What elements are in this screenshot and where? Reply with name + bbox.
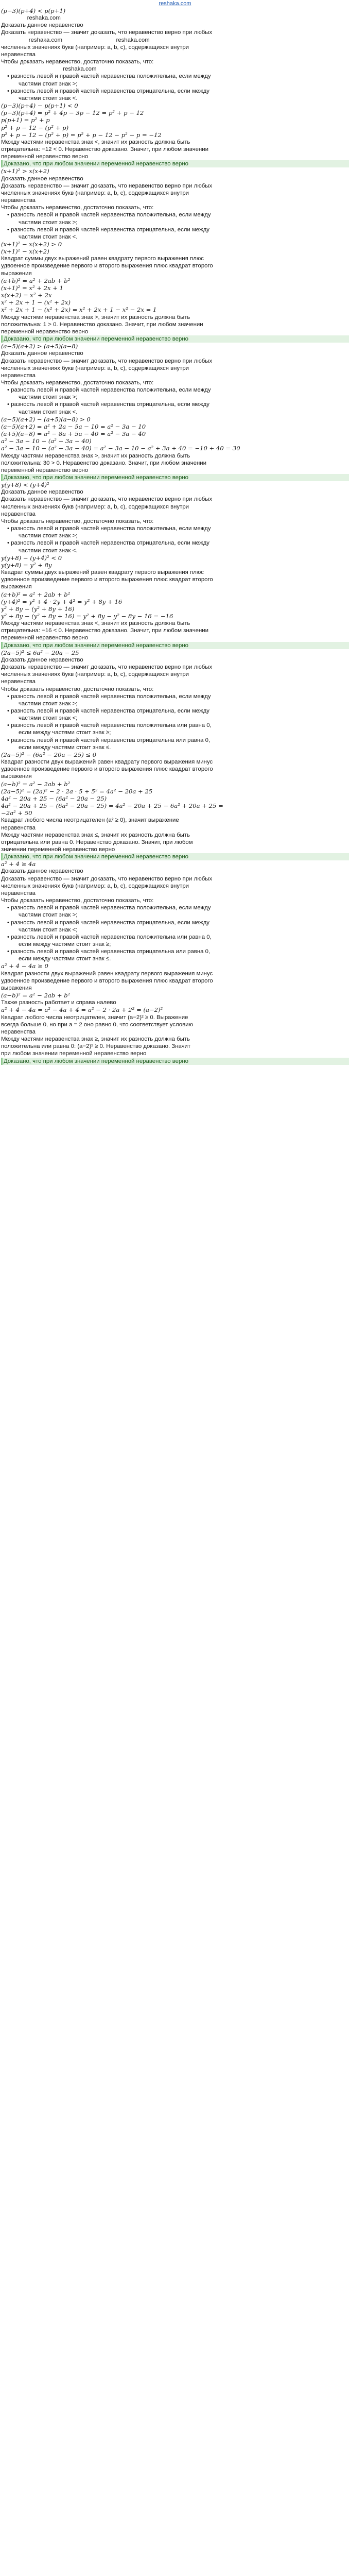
text-line: если между частями стоит знак ≤. <box>19 744 111 751</box>
text-line: Доказать данное неравенство <box>1 656 83 663</box>
text-line: если между частями стоит знак ≥; <box>19 730 111 736</box>
text-line: частями стоит знак >; <box>19 394 78 401</box>
math-line: (x+1)² = x² + 2x + 1 <box>1 284 64 292</box>
math-line: 4a² − 20a + 25 − (6a² − 20a − 25) = 4a² − 20a + 25 − 6a² + 20a + 25 = <box>1 802 223 810</box>
math-line: y² + 8y − (y² + 8y + 16) = y² + 8y − y² − 8y − 16 = −16 <box>1 612 173 620</box>
math-line: (p−3)(p+4) − p(p+1) < 0 <box>1 102 78 110</box>
text-line: неравенства <box>1 511 36 517</box>
math-line: (p−3)(p+4) < p(p+1) <box>1 7 66 14</box>
math-line: (a−5)(a+2) = a² + 2a − 5a − 10 = a² − 3a − 10 <box>1 422 146 430</box>
math-line: a² − 3a − 10 − (a² − 3a − 40) <box>1 437 92 445</box>
text-line: • разность левой и правой частей неравенства отрицательна или равна 0, <box>7 737 211 743</box>
text-line: переменной неравенство верно <box>1 328 89 335</box>
text-line: • разность левой и правой частей неравенства положительна, если между <box>7 73 211 80</box>
text-line: частями стоит знак <; <box>19 715 78 722</box>
proof-conclusion: Доказано, что при любом значении переменной неравенство верно <box>1 642 349 649</box>
text-line: частями стоит знак <. <box>19 409 78 415</box>
text-line: частями стоит знак >; <box>19 80 78 87</box>
math-line: (x+1)² > x(x+2) <box>1 167 49 175</box>
math-line: (x+1)² − x(x+2) > 0 <box>1 241 62 248</box>
text-line: неравенства <box>1 1028 36 1035</box>
math-line: y(y+8) < (y+4)² <box>1 481 49 489</box>
text-line: отрицательна: −16 < 0. Неравенство доказано. Значит, при любом значении <box>1 628 208 634</box>
text-line: Доказать неравенство — значит доказать, что неравенство верно при любых <box>1 875 213 882</box>
math-line: (y+4)² = y² + 4 · 2y + 4² = y² + 8y + 16 <box>1 598 122 605</box>
text-line: Чтобы доказать неравенство, достаточно показать, что: <box>1 686 154 692</box>
math-line: y(y+8) − (y+4)² < 0 <box>1 554 62 562</box>
math-line: a² + 4 − 4a = a² − 4a + 4 = a² − 2 · 2a + 2² = (a−2)² <box>1 1006 163 1014</box>
math-line: (a+5)(a−8) = a² − 8a + 5a − 40 = a² − 3a − 40 <box>1 430 146 438</box>
text-line: неравенства <box>1 824 36 831</box>
text-line: Доказать данное неравенство <box>1 489 83 496</box>
math-line: (2a−5)² = (2a)² − 2 · 2a · 5 + 5² = 4a² − 20a + 25 <box>1 787 153 795</box>
text-line: Чтобы доказать неравенство, достаточно показать, что: <box>1 379 154 386</box>
text-line: Доказать неравенство — значит доказать, что неравенство верно при любых <box>1 496 213 503</box>
text-line: • разность левой и правой частей неравенства отрицательна, если между <box>7 919 209 926</box>
text-line: положительна или равна 0: (a−2)² ≥ 0. Неравенство доказано. Значит <box>1 1043 191 1050</box>
text-line: частями стоит знак >; <box>19 912 78 919</box>
text-line: Квадрат суммы двух выражений равен квадрату первого выражения плюс <box>1 256 204 262</box>
proof-conclusion: Доказано, что при любом значении переменной неравенство верно <box>1 335 349 343</box>
text-line: выражения <box>1 773 32 780</box>
proof-conclusion: Доказано, что при любом значении переменной неравенство верно <box>1 160 349 167</box>
proof-conclusion: Доказано, что при любом значении переменной неравенство верно <box>1 1058 349 1065</box>
site-header-link[interactable]: reshaka.com <box>159 1 191 7</box>
text-line: Доказать данное неравенство <box>1 22 83 29</box>
text-line: Квадрат любого числа неотрицателен (a² ≥ 0), значит выражение <box>1 817 179 824</box>
watermark-line: reshaka.com reshaka.com <box>1 37 150 43</box>
text-line: Доказать неравенство — значит доказать, что неравенство верно при любых <box>1 29 213 36</box>
math-line: x² + 2x + 1 − (x² + 2x) <box>1 299 71 307</box>
proof-conclusion: Доказано, что при любом значении переменной неравенство верно <box>1 474 349 481</box>
text-line: выражения <box>1 270 32 277</box>
text-line: • разность левой и правой частей неравенства отрицательна, если между <box>7 88 209 94</box>
text-line: Доказать неравенство — значит доказать, что неравенство верно при любых <box>1 664 213 671</box>
text-line: неравенства <box>1 890 36 896</box>
text-line: • разность левой и правой частей неравенства отрицательна, если между <box>7 540 209 547</box>
text-line: Чтобы доказать неравенство, достаточно показать, что: <box>1 205 154 211</box>
text-line: • разность левой и правой частей неравенства положительна, если между <box>7 526 211 532</box>
math-line: (a−b)² = a² − 2ab + b² <box>1 780 71 788</box>
text-line: Доказать данное неравенство <box>1 175 83 182</box>
text-line: переменной неравенство верно <box>1 154 89 160</box>
math-line: (a−b)² = a² − 2ab + b² <box>1 992 71 999</box>
math-line: (2a−5)² ≤ 6a² − 20a − 25 <box>1 649 79 656</box>
text-line: если между частями стоит знак ≤. <box>19 956 111 962</box>
text-line: неравенства <box>1 197 36 204</box>
text-line: выражения <box>1 985 32 991</box>
text-line: при любом значении переменной неравенство верно <box>1 1050 147 1057</box>
text-line: Чтобы доказать неравенство, достаточно показать, что: <box>1 59 154 65</box>
text-line: Квадрат суммы двух выражений равен квадрату первого выражения плюс <box>1 569 204 576</box>
math-line: a² − 3a − 10 − (a² − 3a − 40) = a² − 3a − 10 − a² + 3a + 40 = −10 + 40 = 30 <box>1 445 240 452</box>
math-line: (a−5)(a+2) − (a+5)(a−8) > 0 <box>1 415 91 423</box>
text-line: положительна: 1 > 0. Неравенство доказано. Значит, при любом значении <box>1 321 203 328</box>
text-line: частями стоит знак <. <box>19 95 78 101</box>
text-line: переменной неравенство верно <box>1 635 89 641</box>
text-line: Также разность работает и справа налево <box>1 999 116 1006</box>
text-line: если между частями стоит знак ≥; <box>19 941 111 947</box>
math-line: x² + 2x + 1 − (x² + 2x) = x² + 2x + 1 − x² − 2x = 1 <box>1 306 157 314</box>
text-line: • разность левой и правой частей неравенства положительна, если между <box>7 905 211 911</box>
text-line: • разность левой и правой частей неравенства положительна, если между <box>7 387 211 394</box>
text-line: Между частями неравенства знак ≤, значит их разность должна быть <box>1 832 190 838</box>
text-line: удвоенное произведение первого и второго выражения плюс квадрат второго <box>1 977 213 984</box>
math-line: (p−3)(p+4) = p² + 4p − 3p − 12 = p² + p − 12 <box>1 109 144 117</box>
text-line: Чтобы доказать неравенство, достаточно показать, что: <box>1 518 154 524</box>
text-line: • разность левой и правой частей неравенства отрицательна, если между <box>7 226 209 233</box>
text-line: Между частями неравенства знак <, значит их разность должна быть <box>1 139 190 145</box>
math-line: p² + p − 12 − (p² + p) <box>1 124 69 131</box>
text-line: Доказать данное неравенство <box>1 868 83 875</box>
text-line: значении переменной неравенство верно <box>1 846 115 853</box>
solution-document <box>0 7 350 1065</box>
text-line: • разность левой и правой частей неравенства положительна или равна 0, <box>7 722 212 729</box>
text-line: выражения <box>1 584 32 590</box>
math-line: (a−5)(a+2) > (a+5)(a−8) <box>1 343 78 350</box>
watermark-line: reshaka.com <box>1 15 61 22</box>
text-line: численных значениях букв (например: a, b, c), содержащихся внутри <box>1 671 189 678</box>
text-line: Чтобы доказать неравенство, достаточно показать, что: <box>1 897 154 904</box>
text-line: переменной неравенство верно <box>1 467 89 473</box>
text-line: Между частями неравенства знак ≥, значит их разность должна быть <box>1 1036 190 1043</box>
text-line: • разность левой и правой частей неравенства положительна, если между <box>7 212 211 218</box>
text-line: удвоенное произведение первого и второго выражения плюс квадрат второго <box>1 263 213 269</box>
text-line: неравенства <box>1 372 36 379</box>
math-line: (x+1)² − x(x+2) <box>1 248 49 256</box>
math-line: p² + p − 12 − (p² + p) = p² + p − 12 − p² − p = −12 <box>1 131 162 139</box>
math-line: y(y+8) = y² + 8y <box>1 561 52 569</box>
text-line: отрицательна или равна 0. Неравенство доказано. Значит, при любом <box>1 839 193 845</box>
math-line: (2a−5)² − (6a² − 20a − 25) ≤ 0 <box>1 751 97 758</box>
text-line: Квадрат любого числа неотрицателен, значит (a−2)² ≥ 0. Выражение <box>1 1014 188 1021</box>
text-line: Между частями неравенства знак >, значит их разность должна быть <box>1 452 190 459</box>
math-line: p(p+1) = p² + p <box>1 116 50 124</box>
text-line: • разность левой и правой частей неравенства положительна, если между <box>7 693 211 700</box>
math-line: y² + 8y − (y² + 8y + 16) <box>1 605 75 613</box>
text-line: Квадрат разности двух выражений равен квадрату первого выражения минус <box>1 970 213 977</box>
math-line: x(x+2) = x² + 2x <box>1 292 52 299</box>
text-line: неравенства <box>1 679 36 685</box>
math-line: −2a² + 50 <box>1 809 32 817</box>
text-line: всегда больше 0, но при a = 2 оно равно 0, что соответствует условию <box>1 1021 194 1028</box>
text-line: отрицательна: −12 < 0. Неравенство доказано. Значит, при любом значении <box>1 146 208 152</box>
text-line: Доказать неравенство — значит доказать, что неравенство верно при любых <box>1 358 213 364</box>
text-line: Квадрат разности двух выражений равен квадрату первого выражения минус <box>1 759 213 766</box>
text-line: • разность левой и правой частей неравенства отрицательна, если между <box>7 708 209 714</box>
watermark-line: reshaka.com <box>1 66 97 73</box>
text-line: численных значениях букв (например: a, b, c), содержащихся внутри <box>1 44 189 50</box>
text-line: Доказать неравенство — значит доказать, что неравенство верно при любых <box>1 182 213 189</box>
text-line: удвоенное произведение первого и второго выражения плюс квадрат второго <box>1 577 213 583</box>
text-line: частями стоит знак <. <box>19 233 78 240</box>
text-line: удвоенное произведение первого и второго выражения плюс квадрат второго <box>1 766 213 773</box>
text-line: частями стоит знак >; <box>19 533 78 539</box>
text-line: • разность левой и правой частей неравенства положительна или равна 0, <box>7 934 212 940</box>
math-line: a² + 4 − 4a ≥ 0 <box>1 962 48 970</box>
text-line: Между частями неравенства знак <, значит их разность должна быть <box>1 620 190 627</box>
text-line: численных значениях букв (например: a, b, c), содержащихся внутри <box>1 365 189 371</box>
text-line: частями стоит знак >; <box>19 700 78 707</box>
text-line: положительна: 30 > 0. Неравенство доказано. Значит, при любом значении <box>1 460 206 466</box>
text-line: численных значениях букв (например: a, b, c), содержащихся внутри <box>1 190 189 196</box>
text-line: неравенства <box>1 51 36 58</box>
math-line: 4a² − 20a + 25 − (6a² − 20a − 25) <box>1 794 107 802</box>
text-line: частями стоит знак >; <box>19 219 78 226</box>
text-line: частями стоит знак <; <box>19 926 78 933</box>
text-line: численных значениях букв (например: a, b, c), содержащихся внутри <box>1 883 189 889</box>
text-line: частями стоит знак <. <box>19 547 78 554</box>
math-line: (a+b)² = a² + 2ab + b² <box>1 277 71 284</box>
math-line: (a+b)² = a² + 2ab + b² <box>1 590 71 598</box>
text-line: • разность левой и правой частей неравенства отрицательна или равна 0, <box>7 948 211 955</box>
text-line: Доказать данное неравенство <box>1 350 83 357</box>
math-line: a² + 4 ≥ 4a <box>1 860 36 868</box>
text-line: Между частями неравенства знак >, значит их разность должна быть <box>1 314 190 320</box>
text-line: • разность левой и правой частей неравенства отрицательна, если между <box>7 401 209 408</box>
text-line: численных значениях букв (например: a, b, c), содержащихся внутри <box>1 503 189 510</box>
proof-conclusion: Доказано, что при любом значении переменной неравенство верно <box>1 853 349 860</box>
